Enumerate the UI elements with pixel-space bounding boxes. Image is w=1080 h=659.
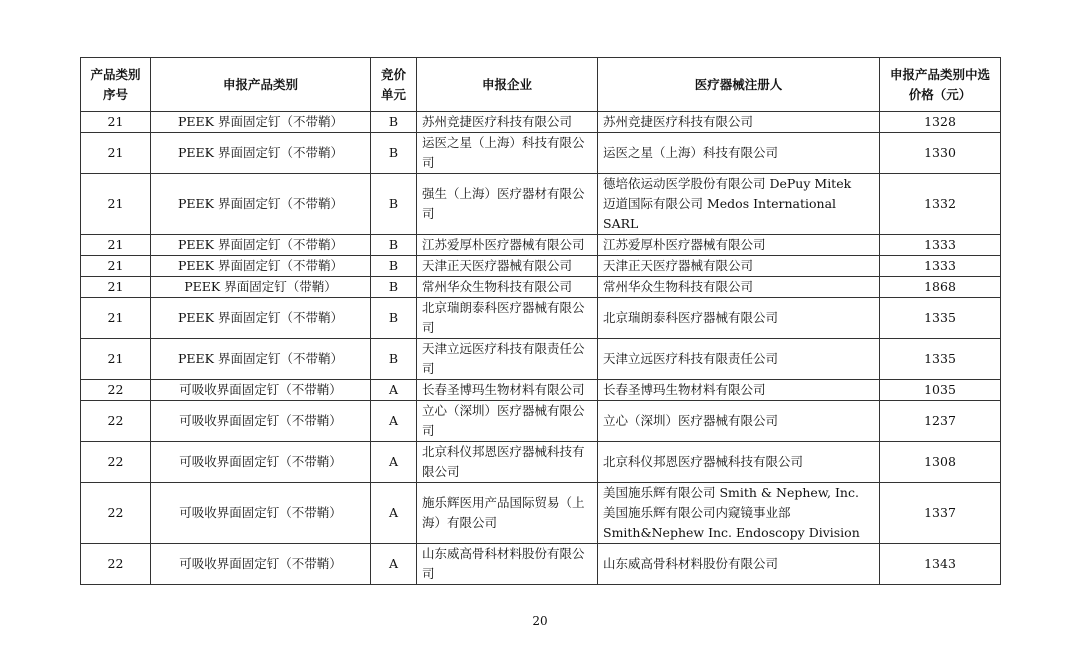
company-cell-line: 运医之星（上海）科技有限公 (422, 135, 585, 150)
company-cell (417, 277, 598, 298)
registrant-cell-line: 天津正天医疗器械有限公司 (603, 258, 754, 273)
seq-cell: 21 (81, 235, 151, 256)
price-cell: 1333 (880, 235, 1001, 256)
registrant-cell-line: 美国施乐辉有限公司内窥镜事业部 (603, 505, 791, 520)
registrant-cell (598, 401, 880, 442)
registrant-cell-line: Smith&Nephew Inc. Endoscopy Division (603, 525, 860, 540)
registrant-cell (598, 380, 880, 401)
company-cell-line: 常州华众生物科技有限公司 (422, 279, 573, 294)
registrant-cell (598, 256, 880, 277)
category-cell: PEEK 界面固定钉（不带鞘） (151, 256, 371, 277)
registrant-cell-line: 天津立远医疗科技有限责任公司 (603, 351, 779, 366)
company-cell (417, 401, 598, 442)
company-cell (417, 483, 598, 544)
header-unit: 竞价单元 (371, 58, 417, 112)
category-cell: PEEK 界面固定钉（带鞘） (151, 277, 371, 298)
seq-cell: 22 (81, 544, 151, 585)
category-cell: 可吸收界面固定钉（不带鞘） (151, 401, 371, 442)
registrant-cell-line: 美国施乐辉有限公司 Smith & Nephew, Inc. (603, 485, 859, 500)
company-cell (417, 133, 598, 174)
company-cell-line: 司 (422, 155, 435, 170)
unit-cell: B (371, 277, 417, 298)
header-row (81, 58, 1001, 112)
table-row (81, 277, 1001, 298)
price-cell: 1337 (880, 483, 1001, 544)
company-cell (417, 256, 598, 277)
unit-cell: A (371, 401, 417, 442)
company-cell-line: 限公司 (422, 464, 460, 479)
category-cell: PEEK 界面固定钉（不带鞘） (151, 174, 371, 235)
category-cell: PEEK 界面固定钉（不带鞘） (151, 133, 371, 174)
unit-cell: B (371, 174, 417, 235)
registrant-cell-line: 山东威高骨科材料股份有限公司 (603, 556, 779, 571)
unit-cell: B (371, 235, 417, 256)
company-cell-line: 苏州竞捷医疗科技有限公司 (422, 114, 573, 129)
company-cell-line: 司 (422, 361, 435, 376)
seq-cell: 21 (81, 174, 151, 235)
unit-cell: A (371, 442, 417, 483)
registrant-cell (598, 174, 880, 235)
table-row (81, 483, 1001, 544)
price-cell: 1333 (880, 256, 1001, 277)
table-row (81, 235, 1001, 256)
header-category: 申报产品类别 (151, 58, 371, 112)
company-cell (417, 339, 598, 380)
company-cell (417, 380, 598, 401)
unit-cell: A (371, 380, 417, 401)
seq-cell: 22 (81, 483, 151, 544)
category-cell: 可吸收界面固定钉（不带鞘） (151, 442, 371, 483)
registrant-cell-line: 北京科仪邦恩医疗器械科技有限公司 (603, 454, 804, 469)
page-number: 20 (532, 614, 548, 628)
registrant-cell-line: 常州华众生物科技有限公司 (603, 279, 754, 294)
price-cell: 1332 (880, 174, 1001, 235)
registrant-cell (598, 133, 880, 174)
registrant-cell-line: 德培依运动医学股份有限公司 DePuy Mitek (603, 176, 852, 191)
price-cell: 1335 (880, 298, 1001, 339)
table-row (81, 442, 1001, 483)
company-cell (417, 112, 598, 133)
company-cell-line: 长春圣博玛生物材料有限公司 (422, 382, 585, 397)
company-cell-line: 司 (422, 566, 435, 581)
registrant-cell-line: 迈道国际有限公司 Medos International SARL (603, 196, 837, 231)
price-table (80, 57, 1001, 585)
company-cell-line: 海）有限公司 (422, 515, 498, 530)
price-cell: 1308 (880, 442, 1001, 483)
company-cell (417, 442, 598, 483)
unit-cell: A (371, 483, 417, 544)
company-cell (417, 235, 598, 256)
seq-cell: 21 (81, 112, 151, 133)
registrant-cell (598, 483, 880, 544)
price-cell: 1237 (880, 401, 1001, 442)
registrant-cell (598, 298, 880, 339)
price-cell: 1335 (880, 339, 1001, 380)
category-cell: 可吸收界面固定钉（不带鞘） (151, 544, 371, 585)
table-row (81, 339, 1001, 380)
table-row (81, 298, 1001, 339)
table-row (81, 133, 1001, 174)
table-row (81, 256, 1001, 277)
category-cell: PEEK 界面固定钉（不带鞘） (151, 298, 371, 339)
unit-cell: A (371, 544, 417, 585)
seq-cell: 21 (81, 277, 151, 298)
price-cell: 1328 (880, 112, 1001, 133)
header-company: 申报企业 (417, 58, 598, 112)
price-cell: 1035 (880, 380, 1001, 401)
company-cell-line: 强生（上海）医疗器材有限公 (422, 186, 585, 201)
company-cell-line: 司 (422, 206, 435, 221)
category-cell: PEEK 界面固定钉（不带鞘） (151, 235, 371, 256)
table-row (81, 380, 1001, 401)
seq-cell: 21 (81, 298, 151, 339)
unit-cell: B (371, 339, 417, 380)
unit-cell: B (371, 133, 417, 174)
unit-cell: B (371, 112, 417, 133)
price-cell: 1868 (880, 277, 1001, 298)
header-registrant: 医疗器械注册人 (598, 58, 880, 112)
category-cell: PEEK 界面固定钉（不带鞘） (151, 339, 371, 380)
company-cell-line: 天津正天医疗器械有限公司 (422, 258, 573, 273)
registrant-cell (598, 442, 880, 483)
table-row (81, 544, 1001, 585)
seq-cell: 21 (81, 133, 151, 174)
unit-cell: B (371, 256, 417, 277)
registrant-cell (598, 112, 880, 133)
registrant-cell (598, 544, 880, 585)
category-cell: 可吸收界面固定钉（不带鞘） (151, 380, 371, 401)
company-cell-line: 立心（深圳）医疗器械有限公 (422, 403, 585, 418)
unit-cell: B (371, 298, 417, 339)
seq-cell: 22 (81, 442, 151, 483)
price-cell: 1343 (880, 544, 1001, 585)
company-cell-line: 司 (422, 423, 435, 438)
company-cell-line: 江苏爱厚朴医疗器械有限公司 (422, 237, 585, 252)
registrant-cell (598, 235, 880, 256)
company-cell-line: 北京科仪邦恩医疗器械科技有 (422, 444, 585, 459)
company-cell (417, 174, 598, 235)
registrant-cell-line: 运医之星（上海）科技有限公司 (603, 145, 779, 160)
registrant-cell-line: 苏州竞捷医疗科技有限公司 (603, 114, 754, 129)
company-cell (417, 544, 598, 585)
table-row (81, 401, 1001, 442)
price-cell: 1330 (880, 133, 1001, 174)
registrant-cell-line: 北京瑞朗泰科医疗器械有限公司 (603, 310, 779, 325)
company-cell-line: 北京瑞朗泰科医疗器械有限公 (422, 300, 585, 315)
company-cell (417, 298, 598, 339)
header-price: 申报产品类别中选价格（元） (880, 58, 1001, 112)
registrant-cell-line: 立心（深圳）医疗器械有限公司 (603, 413, 779, 428)
company-cell-line: 施乐辉医用产品国际贸易（上 (422, 495, 585, 510)
category-cell: PEEK 界面固定钉（不带鞘） (151, 112, 371, 133)
table-row (81, 174, 1001, 235)
category-cell: 可吸收界面固定钉（不带鞘） (151, 483, 371, 544)
company-cell-line: 司 (422, 320, 435, 335)
seq-cell: 22 (81, 401, 151, 442)
seq-cell: 21 (81, 339, 151, 380)
company-cell-line: 山东威高骨科材料股份有限公 (422, 546, 585, 561)
registrant-cell-line: 江苏爱厚朴医疗器械有限公司 (603, 237, 766, 252)
header-seq: 产品类别序号 (81, 58, 151, 112)
registrant-cell (598, 277, 880, 298)
company-cell-line: 天津立远医疗科技有限责任公 (422, 341, 585, 356)
seq-cell: 22 (81, 380, 151, 401)
table-row (81, 112, 1001, 133)
registrant-cell (598, 339, 880, 380)
registrant-cell-line: 长春圣博玛生物材料有限公司 (603, 382, 766, 397)
seq-cell: 21 (81, 256, 151, 277)
